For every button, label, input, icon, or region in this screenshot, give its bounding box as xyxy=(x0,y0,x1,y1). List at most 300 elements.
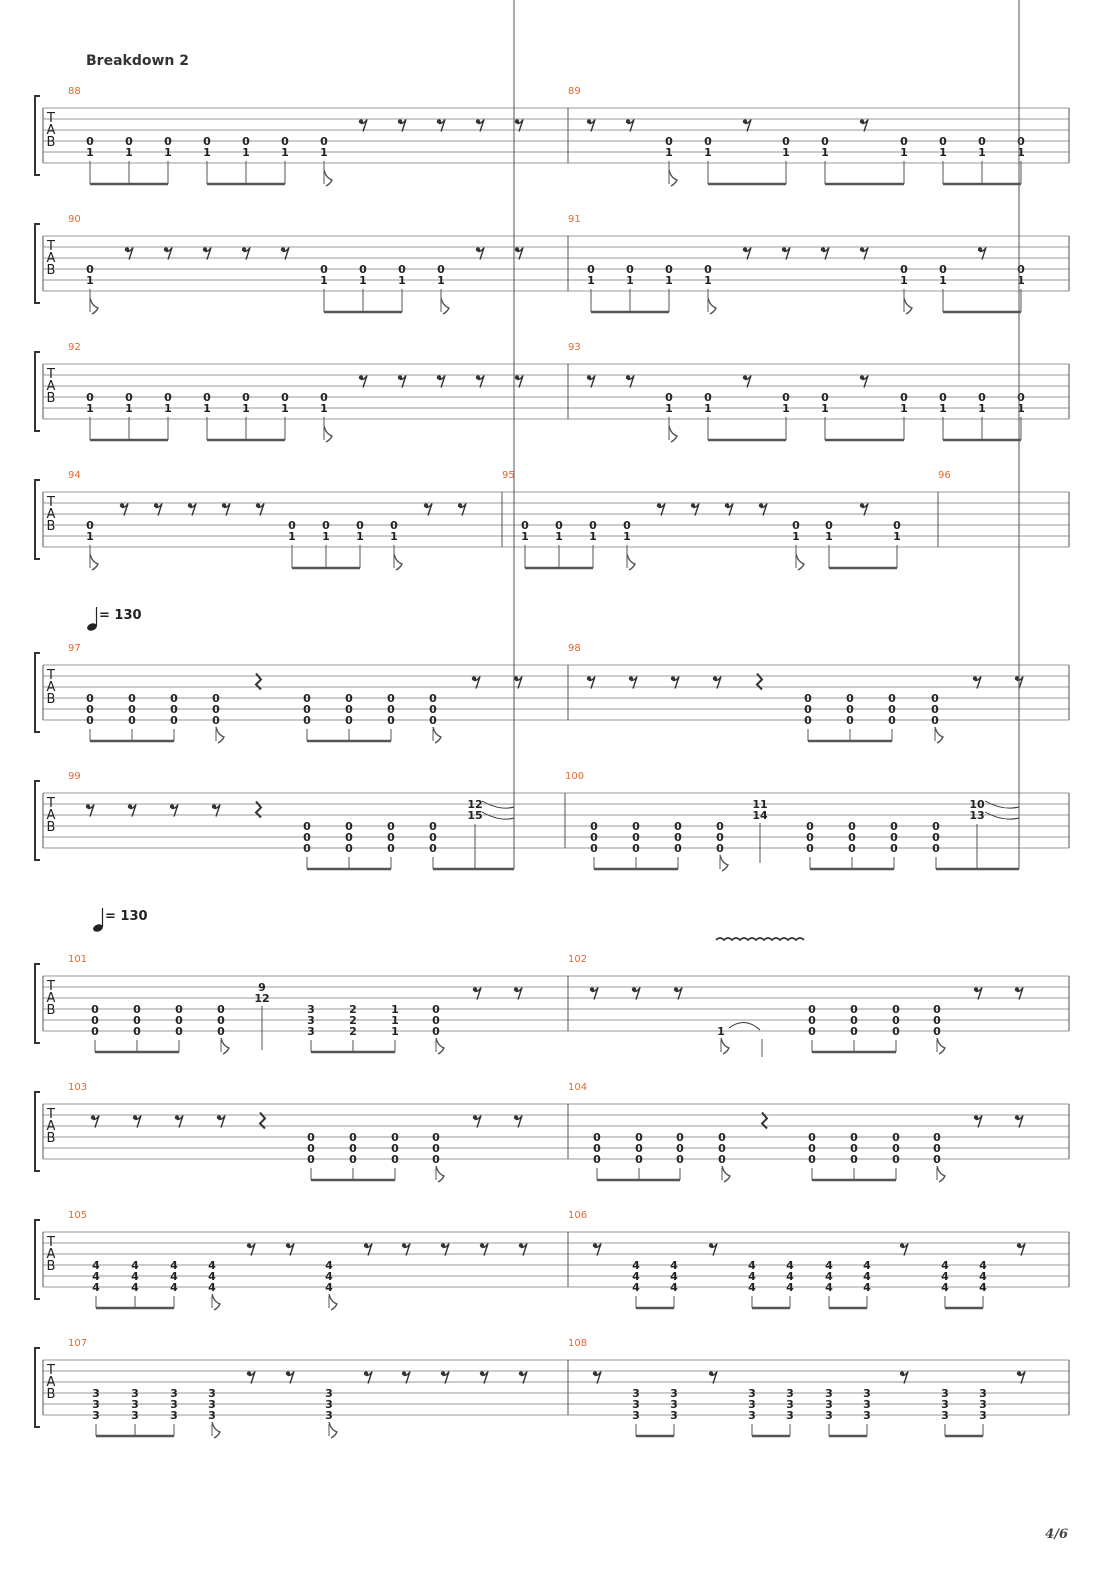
fret-number: 0 xyxy=(1017,263,1025,276)
tab-clef-letter: A xyxy=(46,379,56,394)
fret-number: 1 xyxy=(1017,146,1025,159)
fret-number: 0 xyxy=(303,831,311,844)
fret-number: 0 xyxy=(307,1131,315,1144)
fret-number: 0 xyxy=(593,1153,601,1166)
measure-number: 90 xyxy=(68,214,81,225)
fret-number: 10 xyxy=(969,798,985,811)
fret-number: 0 xyxy=(931,692,939,705)
fret-number: 0 xyxy=(846,703,854,716)
fret-number: 0 xyxy=(349,1153,357,1166)
note-flag xyxy=(935,727,943,743)
section-title: Breakdown 2 xyxy=(86,53,189,69)
measure-number: 96 xyxy=(938,470,951,481)
fret-number: 4 xyxy=(979,1259,987,1272)
fret-number: 1 xyxy=(437,274,445,287)
fret-number: 1 xyxy=(939,274,947,287)
tempo-text: = 130 xyxy=(99,608,142,623)
fret-number: 3 xyxy=(131,1398,139,1411)
fret-number: 1 xyxy=(242,146,250,159)
fret-number: 0 xyxy=(320,135,328,148)
fret-number: 0 xyxy=(242,391,250,404)
fret-number: 4 xyxy=(131,1281,139,1294)
fret-number: 11 xyxy=(752,798,768,811)
fret-number: 2 xyxy=(349,1014,357,1027)
fret-number: 0 xyxy=(933,1142,941,1155)
fret-number: 1 xyxy=(792,530,800,543)
fret-number: 0 xyxy=(674,842,682,855)
fret-number: 0 xyxy=(589,519,597,532)
fret-number: 1 xyxy=(164,146,172,159)
fret-number: 0 xyxy=(587,263,595,276)
system-bracket xyxy=(35,964,40,1043)
fret-number: 0 xyxy=(86,391,94,404)
fret-number: 4 xyxy=(748,1281,756,1294)
fret-number: 3 xyxy=(92,1387,100,1400)
measure-number: 98 xyxy=(568,643,581,654)
measure-number: 93 xyxy=(568,342,581,353)
fret-number: 0 xyxy=(846,714,854,727)
fret-number: 0 xyxy=(212,714,220,727)
fret-number: 3 xyxy=(825,1409,833,1422)
fret-number: 0 xyxy=(359,263,367,276)
note-flag xyxy=(708,298,716,314)
note-flag xyxy=(90,554,98,570)
fret-number: 0 xyxy=(718,1153,726,1166)
fret-number: 0 xyxy=(676,1131,684,1144)
fret-number: 0 xyxy=(892,1153,900,1166)
fret-number: 0 xyxy=(91,1003,99,1016)
fret-number: 4 xyxy=(748,1270,756,1283)
fret-number: 0 xyxy=(398,263,406,276)
fret-number: 3 xyxy=(748,1398,756,1411)
measure-number: 99 xyxy=(68,771,81,782)
fret-number: 0 xyxy=(718,1131,726,1144)
tab-clef-letter: B xyxy=(46,1131,56,1146)
fret-number: 1 xyxy=(125,146,133,159)
tab-clef-letter: T xyxy=(47,111,55,126)
fret-number: 0 xyxy=(429,842,437,855)
fret-number: 4 xyxy=(979,1270,987,1283)
fret-number: 3 xyxy=(208,1387,216,1400)
fret-number: 0 xyxy=(848,820,856,833)
note-flag xyxy=(329,1422,337,1438)
note-flag xyxy=(669,426,677,442)
measure-number: 95 xyxy=(502,470,515,481)
fret-number: 1 xyxy=(939,402,947,415)
fret-number: 3 xyxy=(131,1387,139,1400)
note-flag xyxy=(796,554,804,570)
fret-number: 0 xyxy=(978,391,986,404)
fret-number: 0 xyxy=(217,1025,225,1038)
fret-number: 0 xyxy=(635,1142,643,1155)
fret-number: 0 xyxy=(804,714,812,727)
tab-clef-letter: B xyxy=(46,1259,56,1274)
measure-number: 102 xyxy=(568,954,588,965)
note-flag xyxy=(324,426,332,442)
fret-number: 1 xyxy=(86,402,94,415)
fret-number: 3 xyxy=(786,1387,794,1400)
fret-number: 1 xyxy=(665,146,673,159)
fret-number: 3 xyxy=(325,1387,333,1400)
fret-number: 0 xyxy=(390,519,398,532)
fret-number: 0 xyxy=(86,263,94,276)
fret-number: 0 xyxy=(212,692,220,705)
tab-clef-letter: T xyxy=(47,1107,55,1122)
fret-number: 0 xyxy=(939,135,947,148)
fret-number: 0 xyxy=(429,703,437,716)
fret-number: 0 xyxy=(792,519,800,532)
fret-number: 3 xyxy=(92,1409,100,1422)
fret-number: 2 xyxy=(349,1003,357,1016)
fret-number: 1 xyxy=(900,146,908,159)
note-flag xyxy=(394,554,402,570)
fret-number: 0 xyxy=(133,1003,141,1016)
fret-number: 0 xyxy=(806,842,814,855)
tab-clef-letter: B xyxy=(46,263,56,278)
fret-number: 0 xyxy=(674,831,682,844)
tab-clef-letter: B xyxy=(46,820,56,835)
fret-number: 0 xyxy=(888,692,896,705)
fret-number: 0 xyxy=(808,1025,816,1038)
fret-number: 0 xyxy=(128,703,136,716)
fret-number: 0 xyxy=(429,714,437,727)
fret-number: 0 xyxy=(806,820,814,833)
fret-number: 0 xyxy=(288,519,296,532)
system-bracket xyxy=(35,781,40,860)
fret-number: 0 xyxy=(850,1014,858,1027)
fret-number: 0 xyxy=(850,1003,858,1016)
fret-number: 1 xyxy=(203,146,211,159)
fret-number: 0 xyxy=(782,391,790,404)
fret-number: 0 xyxy=(626,263,634,276)
fret-number: 1 xyxy=(521,530,529,543)
fret-number: 0 xyxy=(978,135,986,148)
fret-number: 1 xyxy=(782,402,790,415)
fret-number: 0 xyxy=(850,1142,858,1155)
fret-number: 0 xyxy=(281,135,289,148)
fret-number: 4 xyxy=(325,1259,333,1272)
fret-number: 0 xyxy=(307,1142,315,1155)
slide-curve xyxy=(985,801,1019,808)
fret-number: 0 xyxy=(848,842,856,855)
fret-number: 4 xyxy=(786,1270,794,1283)
fret-number: 0 xyxy=(892,1003,900,1016)
fret-number: 0 xyxy=(86,135,94,148)
fret-number: 1 xyxy=(623,530,631,543)
slide-curve xyxy=(482,801,514,808)
tempo-text: = 130 xyxy=(105,909,148,924)
fret-number: 0 xyxy=(892,1014,900,1027)
fret-number: 3 xyxy=(670,1387,678,1400)
fret-number: 0 xyxy=(704,135,712,148)
fret-number: 4 xyxy=(170,1281,178,1294)
fret-number: 0 xyxy=(848,831,856,844)
fret-number: 0 xyxy=(307,1153,315,1166)
fret-number: 0 xyxy=(303,820,311,833)
tab-clef-letter: A xyxy=(46,507,56,522)
fret-number: 3 xyxy=(786,1398,794,1411)
fret-number: 0 xyxy=(850,1025,858,1038)
fret-number: 1 xyxy=(391,1003,399,1016)
fret-number: 0 xyxy=(322,519,330,532)
fret-number: 0 xyxy=(933,1003,941,1016)
tab-clef-letter: T xyxy=(47,1235,55,1250)
fret-number: 0 xyxy=(387,692,395,705)
fret-number: 4 xyxy=(92,1270,100,1283)
fret-number: 4 xyxy=(825,1281,833,1294)
fret-number: 0 xyxy=(623,519,631,532)
fret-number: 1 xyxy=(391,1014,399,1027)
fret-number: 0 xyxy=(590,842,598,855)
fret-number: 3 xyxy=(632,1398,640,1411)
fret-number: 3 xyxy=(131,1409,139,1422)
system-bracket xyxy=(35,1220,40,1299)
fret-number: 0 xyxy=(893,519,901,532)
fret-number: 4 xyxy=(941,1281,949,1294)
fret-number: 0 xyxy=(303,714,311,727)
fret-number: 1 xyxy=(1017,402,1025,415)
note-flag xyxy=(436,1038,444,1054)
fret-number: 1 xyxy=(821,146,829,159)
tab-clef-letter: T xyxy=(47,495,55,510)
slide-curve xyxy=(482,812,514,819)
fret-number: 0 xyxy=(716,831,724,844)
fret-number: 0 xyxy=(164,135,172,148)
fret-number: 1 xyxy=(665,274,673,287)
fret-number: 0 xyxy=(590,831,598,844)
system-bracket xyxy=(35,1348,40,1427)
fret-number: 1 xyxy=(164,402,172,415)
fret-number: 4 xyxy=(786,1281,794,1294)
fret-number: 1 xyxy=(288,530,296,543)
note-flag xyxy=(90,298,98,314)
fret-number: 0 xyxy=(808,1131,816,1144)
fret-number: 12 xyxy=(467,798,483,811)
fret-number: 4 xyxy=(979,1281,987,1294)
fret-number: 0 xyxy=(890,842,898,855)
fret-number: 0 xyxy=(345,692,353,705)
fret-number: 4 xyxy=(131,1270,139,1283)
fret-number: 0 xyxy=(133,1025,141,1038)
measure-number: 88 xyxy=(68,86,81,97)
tab-clef-letter: A xyxy=(46,680,56,695)
fret-number: 0 xyxy=(665,135,673,148)
fret-number: 4 xyxy=(748,1259,756,1272)
fret-number: 0 xyxy=(217,1003,225,1016)
fret-number: 0 xyxy=(555,519,563,532)
fret-number: 0 xyxy=(804,703,812,716)
fret-number: 1 xyxy=(587,274,595,287)
fret-number: 0 xyxy=(635,1153,643,1166)
note-flag xyxy=(329,1294,337,1310)
fret-number: 0 xyxy=(128,714,136,727)
fret-number: 0 xyxy=(890,831,898,844)
note-flag xyxy=(669,170,677,186)
fret-number: 0 xyxy=(437,263,445,276)
note-flag xyxy=(216,727,224,743)
tab-clef-letter: B xyxy=(46,391,56,406)
fret-number: 0 xyxy=(821,135,829,148)
note-flag xyxy=(904,298,912,314)
fret-number: 1 xyxy=(125,402,133,415)
tab-clef-letter: A xyxy=(46,991,56,1006)
fret-number: 0 xyxy=(931,714,939,727)
fret-number: 0 xyxy=(804,692,812,705)
fret-number: 0 xyxy=(86,714,94,727)
fret-number: 0 xyxy=(704,391,712,404)
fret-number: 0 xyxy=(931,703,939,716)
slide-curve xyxy=(985,812,1019,819)
measure-number: 89 xyxy=(568,86,581,97)
fret-number: 3 xyxy=(170,1398,178,1411)
fret-number: 0 xyxy=(91,1014,99,1027)
fret-number: 1 xyxy=(704,274,712,287)
fret-number: 0 xyxy=(890,820,898,833)
fret-number: 4 xyxy=(941,1270,949,1283)
fret-number: 1 xyxy=(717,1025,725,1038)
fret-number: 0 xyxy=(175,1025,183,1038)
fret-number: 0 xyxy=(242,135,250,148)
fret-number: 0 xyxy=(900,263,908,276)
fret-number: 4 xyxy=(670,1281,678,1294)
fret-number: 0 xyxy=(320,263,328,276)
tab-clef-letter: B xyxy=(46,519,56,534)
fret-number: 0 xyxy=(632,842,640,855)
fret-number: 1 xyxy=(391,1025,399,1038)
fret-number: 0 xyxy=(704,263,712,276)
fret-number: 1 xyxy=(978,146,986,159)
system-bracket xyxy=(35,480,40,559)
fret-number: 0 xyxy=(217,1014,225,1027)
fret-number: 0 xyxy=(429,831,437,844)
fret-number: 0 xyxy=(387,831,395,844)
fret-number: 4 xyxy=(208,1259,216,1272)
fret-number: 1 xyxy=(626,274,634,287)
fret-number: 1 xyxy=(320,402,328,415)
fret-number: 4 xyxy=(208,1281,216,1294)
tab-clef-letter: T xyxy=(47,1363,55,1378)
note-flag xyxy=(937,1038,945,1054)
fret-number: 0 xyxy=(932,842,940,855)
fret-number: 3 xyxy=(825,1398,833,1411)
fret-number: 1 xyxy=(398,274,406,287)
fret-number: 0 xyxy=(429,692,437,705)
fret-number: 0 xyxy=(933,1014,941,1027)
fret-number: 0 xyxy=(391,1131,399,1144)
measure-number: 100 xyxy=(565,771,585,782)
system-bracket xyxy=(35,653,40,732)
note-flag xyxy=(212,1422,220,1438)
fret-number: 1 xyxy=(356,530,364,543)
fret-number: 0 xyxy=(825,519,833,532)
fret-number: 0 xyxy=(939,263,947,276)
fret-number: 0 xyxy=(203,135,211,148)
fret-number: 0 xyxy=(521,519,529,532)
measure-number: 108 xyxy=(568,1338,588,1349)
page-number: 4/6 xyxy=(1045,1527,1068,1542)
fret-number: 0 xyxy=(356,519,364,532)
measure-number: 91 xyxy=(568,214,581,225)
fret-number: 1 xyxy=(86,274,94,287)
fret-number: 1 xyxy=(390,530,398,543)
note-flag xyxy=(720,855,728,871)
fret-number: 0 xyxy=(164,391,172,404)
fret-number: 3 xyxy=(307,1003,315,1016)
fret-number: 0 xyxy=(716,820,724,833)
measure-number: 107 xyxy=(68,1338,88,1349)
fret-number: 0 xyxy=(846,692,854,705)
fret-number: 3 xyxy=(208,1409,216,1422)
fret-number: 0 xyxy=(175,1014,183,1027)
fret-number: 0 xyxy=(716,842,724,855)
fret-number: 0 xyxy=(1017,391,1025,404)
fret-number: 3 xyxy=(825,1387,833,1400)
fret-number: 1 xyxy=(359,274,367,287)
fret-number: 4 xyxy=(92,1259,100,1272)
fret-number: 3 xyxy=(941,1409,949,1422)
vibrato-line xyxy=(716,938,804,940)
fret-number: 4 xyxy=(825,1270,833,1283)
fret-number: 4 xyxy=(670,1270,678,1283)
fret-number: 1 xyxy=(782,146,790,159)
fret-number: 3 xyxy=(92,1398,100,1411)
system-bracket xyxy=(35,224,40,303)
fret-number: 1 xyxy=(821,402,829,415)
tab-clef-letter: T xyxy=(47,796,55,811)
fret-number: 0 xyxy=(821,391,829,404)
fret-number: 0 xyxy=(170,703,178,716)
fret-number: 3 xyxy=(748,1409,756,1422)
tab-clef-letter: B xyxy=(46,135,56,150)
fret-number: 4 xyxy=(786,1259,794,1272)
measure-number: 97 xyxy=(68,643,81,654)
tab-clef-letter: A xyxy=(46,1247,56,1262)
fret-number: 0 xyxy=(320,391,328,404)
note-flag xyxy=(212,1294,220,1310)
fret-number: 4 xyxy=(632,1270,640,1283)
fret-number: 3 xyxy=(979,1387,987,1400)
fret-number: 1 xyxy=(825,530,833,543)
fret-number: 0 xyxy=(888,703,896,716)
tab-clef-letter: B xyxy=(46,1387,56,1402)
tab-clef-letter: A xyxy=(46,123,56,138)
system-bracket xyxy=(35,352,40,431)
fret-number: 1 xyxy=(203,402,211,415)
fret-number: 0 xyxy=(133,1014,141,1027)
fret-number: 0 xyxy=(387,714,395,727)
fret-number: 0 xyxy=(806,831,814,844)
measure-number: 92 xyxy=(68,342,81,353)
fret-number: 0 xyxy=(345,820,353,833)
fret-number: 3 xyxy=(632,1387,640,1400)
fret-number: 4 xyxy=(863,1281,871,1294)
fret-number: 0 xyxy=(86,519,94,532)
fret-number: 1 xyxy=(86,146,94,159)
fret-number: 0 xyxy=(303,692,311,705)
fret-number: 0 xyxy=(432,1142,440,1155)
fret-number: 4 xyxy=(92,1281,100,1294)
fret-number: 0 xyxy=(939,391,947,404)
fret-number: 13 xyxy=(969,809,985,822)
fret-number: 0 xyxy=(170,714,178,727)
system-bracket xyxy=(35,1092,40,1171)
fret-number: 0 xyxy=(850,1131,858,1144)
tab-clef-letter: B xyxy=(46,692,56,707)
note-flag xyxy=(627,554,635,570)
fret-number: 1 xyxy=(589,530,597,543)
fret-number: 0 xyxy=(432,1003,440,1016)
fret-number: 4 xyxy=(632,1281,640,1294)
